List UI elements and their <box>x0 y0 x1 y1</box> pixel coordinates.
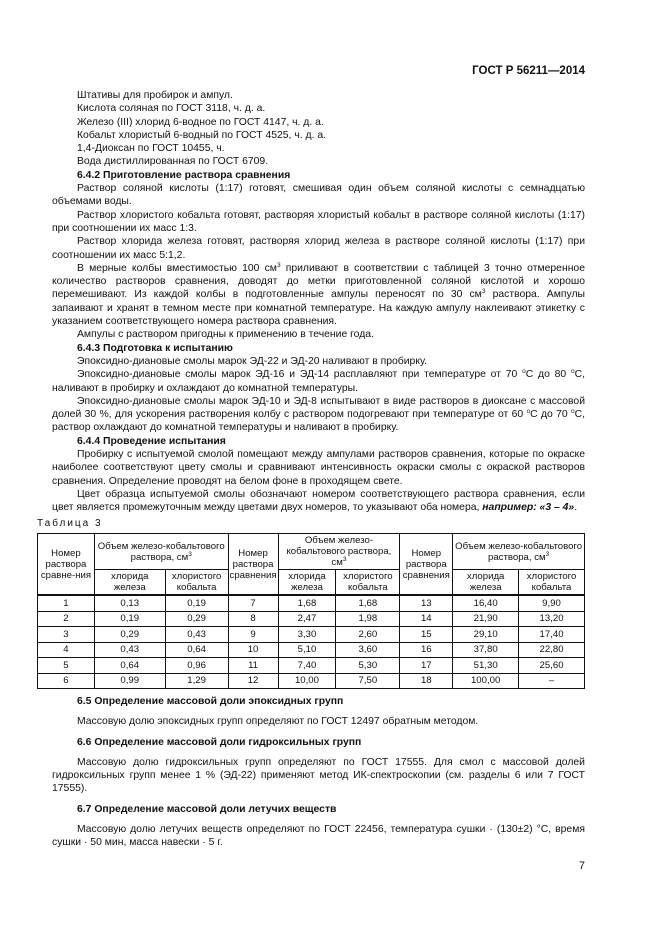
text: Объем железо-кобальтового раствора, см <box>97 540 225 563</box>
table-cell: 11 <box>228 658 278 674</box>
table-cell: 0,29 <box>94 627 165 643</box>
header-iron-chloride: хлорида железа <box>453 570 519 596</box>
table-cell: 12 <box>228 673 278 689</box>
sections-6-5-to-6-7 <box>52 695 585 857</box>
table-cell: 2,60 <box>336 627 400 643</box>
table-cell: 0,64 <box>94 658 165 674</box>
text: Объем железо-кобальтового раствора, см <box>286 535 392 568</box>
material-item: Кобальт хлористый 6-водный по ГОСТ 4525, ч. д. а. <box>77 129 327 141</box>
header-volume <box>453 534 585 570</box>
table-cell: 0,99 <box>94 673 165 689</box>
table-cell: 16 <box>400 642 453 658</box>
table-cell: 17 <box>400 658 453 674</box>
header-volume <box>94 534 228 570</box>
table-cell: 21,90 <box>453 611 519 627</box>
table-cell: 22,80 <box>519 642 585 658</box>
table-cell: 16,40 <box>453 595 519 611</box>
header-iron-chloride: хлорида железа <box>278 570 336 596</box>
table-cell: 0,64 <box>165 642 228 658</box>
table-cell: 18 <box>400 673 453 689</box>
table-row <box>38 658 585 674</box>
table-cell: 15 <box>400 627 453 643</box>
text: С, наливают в пробирку и охлаждают до комнатной температуры. <box>52 369 585 394</box>
text: . <box>574 502 578 514</box>
table-row <box>38 595 585 611</box>
section-heading: 6.7 Определение массовой доли летучих веществ <box>77 803 337 815</box>
text: Цвет образца испытуемой смолы обозначают номером соответствующего раствора сравнения, если цвет является промежуточным между цветами двух номеров, то указывают оба номера, <box>52 488 585 514</box>
example-text: например: «3 – 4» <box>482 502 575 514</box>
superscript: 3 <box>276 261 281 269</box>
superscript: 3 <box>188 550 192 558</box>
text: Объем железо-кобальтового раствора, см <box>455 540 583 563</box>
paragraph <box>52 262 585 328</box>
table-cell: 7,40 <box>278 658 336 674</box>
table-cell: 1 <box>38 595 95 611</box>
material-item: Штативы для пробирок и ампул. <box>77 90 233 101</box>
table-cell: 0,13 <box>94 595 165 611</box>
table-row <box>38 642 585 658</box>
header-cobalt-chloride: хлористого кобальта <box>336 570 400 596</box>
text: Эпоксидно-диановые смолы марок ЭД-10 и ЭД-8 испытывают в виде растворов в диоксане с массовой долей 30 %, для ускорения растворения колбу с раствором подогревают при температуре от 60 <box>52 395 585 421</box>
table-cell: 9 <box>228 627 278 643</box>
table-cell: 3,30 <box>278 627 336 643</box>
section-heading: 6.6 Определение массовой доли гидроксильных групп <box>77 736 362 748</box>
paragraph <box>52 395 585 435</box>
text: С до 80 <box>525 369 571 381</box>
section-heading: 6.4.3 Подготовка к испытанию <box>77 342 233 354</box>
table-cell: 7 <box>228 595 278 611</box>
degree: o <box>522 368 526 376</box>
document-header: ГОСТ Р 56211—2014 <box>472 65 585 77</box>
header-solution-number: Номер раствора сравнения <box>400 534 453 596</box>
table-cell: 37,80 <box>453 642 519 658</box>
degree: o <box>570 368 575 376</box>
table-cell: 29,10 <box>453 627 519 643</box>
table-cell: 3,60 <box>336 642 400 658</box>
table-cell: 1,68 <box>336 595 400 611</box>
header-iron-chloride: хлорида железа <box>94 570 165 596</box>
table-cell: 9,90 <box>519 595 585 611</box>
section-heading: 6.5 Определение массовой доли эпоксидных групп <box>77 696 344 707</box>
page-number: 7 <box>578 860 585 872</box>
paragraph <box>52 368 585 395</box>
paragraph <box>52 488 585 515</box>
table-cell: 2 <box>38 611 95 627</box>
table-cell: 51,30 <box>453 658 519 674</box>
table-row <box>38 611 585 627</box>
header-cobalt-chloride: хлористого кобальта <box>519 570 585 596</box>
paragraph: Ампулы с раствором пригодны к применению в течение года. <box>77 329 374 341</box>
material-item: Вода дистиллированная по ГОСТ 6709. <box>77 156 269 168</box>
table-cell: 5,10 <box>278 642 336 658</box>
header-cobalt-chloride: хлористого кобальта <box>165 570 228 596</box>
material-item: Кислота соляная по ГОСТ 3118, ч. д. а. <box>77 103 266 115</box>
table-cell: 17,40 <box>519 627 585 643</box>
table-cell: 14 <box>400 611 453 627</box>
superscript: 3 <box>342 556 347 563</box>
table-row <box>38 627 585 643</box>
paragraph: Раствор соляной кислоты (1:17) готовят, смешивая один объем соляной кислоты с семнадцатью объемами воды. <box>52 183 585 208</box>
table-cell: 100,00 <box>453 673 519 689</box>
table-cell: 1,98 <box>336 611 400 627</box>
table-cell: – <box>519 673 585 689</box>
header-volume <box>278 534 400 570</box>
material-item: Железо (III) хлорид 6-водное по ГОСТ 4147, ч. д. а. <box>77 116 324 128</box>
table-caption: Таблица 3 <box>37 518 103 529</box>
paragraph: Массовую долю гидроксильных групп определяют по ГОСТ 17555. Для смол с массовой долей гидроксильных групп менее 1 % (ЭД-22) применяют метод ИК-спектроскопии (см. разделы 6 или 7 ГОСТ 17555). <box>52 756 585 795</box>
text: приливают в соответствии с таблицей 3 точно отмеренное количество растворов сравнения, доводят до метки приготовленной соляной кислотой и хорошо перемешивают. Из каждой колбы в подготовленные ампулы переносят по 30 см <box>52 262 585 301</box>
table-cell: 0,19 <box>165 595 228 611</box>
table-cell: 25,60 <box>519 658 585 674</box>
table-cell: 0,29 <box>165 611 228 627</box>
table-row <box>38 673 585 689</box>
superscript: 3 <box>481 288 486 296</box>
text: раствора. Ампулы запаивают и хранят в темном месте при комнатной температуре. На каждую ампулу наклеивают этикетку с указанием соответствующего номера раствора сравнения. <box>52 289 585 328</box>
table-cell: 10 <box>228 642 278 658</box>
header-solution-number: Номер раствора сравне-ния <box>38 534 95 596</box>
table-cell: 13,20 <box>519 611 585 627</box>
superscript: 3 <box>545 550 550 558</box>
table-cell: 1,29 <box>165 673 228 689</box>
paragraph: Пробирку с испытуемой смолой помещают между ампулами растворов сравнения, которые по окраске наиболее соответствуют цвету смолы и сравнивают интенсивность окраски смолы с окраской растворов сравнения. Определение проводят на белом фоне в проходящем свете. <box>52 449 585 487</box>
header-solution-number: Номер раствора сравнения <box>228 534 278 596</box>
degree: o <box>570 408 575 416</box>
section-6-4 <box>52 89 585 515</box>
table-cell: 6 <box>38 673 95 689</box>
table-cell: 8 <box>228 611 278 627</box>
paragraph: Эпоксидно-диановые смолы марок ЭД-22 и ЭД-20 наливают в пробирку. <box>77 355 428 367</box>
paragraph: Раствор хлорида железа готовят, растворяя хлорид железа в растворе соляной кислоты (1:17) при соотношении их масс 5:1,2. <box>52 236 585 261</box>
text: Эпоксидно-диановые смолы марок ЭД-16 и ЭД-14 расплавляют при температуре от 70 <box>77 369 523 381</box>
table-3 <box>37 533 585 689</box>
section-heading: 6.4.4 Проведение испытания <box>77 435 226 447</box>
table-cell: 0,96 <box>165 658 228 674</box>
table-cell: 7,50 <box>336 673 400 689</box>
paragraph: Массовую долю летучих веществ определяют по ГОСТ 22456, температура сушки · (130±2) °С, время сушки · 50 мин, масса навески · 5 г. <box>52 824 585 849</box>
table-cell: 1,68 <box>278 595 336 611</box>
table-cell: 4 <box>38 642 95 658</box>
table-cell: 0,43 <box>94 642 165 658</box>
table-cell: 13 <box>400 595 453 611</box>
table-cell: 10,00 <box>278 673 336 689</box>
table-cell: 5,30 <box>336 658 400 674</box>
table-body <box>38 595 585 689</box>
table-cell: 2,47 <box>278 611 336 627</box>
paragraph: Массовую долю эпоксидных групп определяют по ГОСТ 12497 обратным методом. <box>77 716 479 728</box>
text: С, раствор охлаждают до комнатной температуры и наливают в пробирку. <box>52 409 585 434</box>
section-heading: 6.4.2 Приготовление раствора сравнения <box>77 169 291 181</box>
table-cell: 5 <box>38 658 95 674</box>
material-item: 1,4-Диоксан по ГОСТ 10455, ч. <box>77 143 225 155</box>
paragraph: Раствор хлористого кобальта готовят, растворяя хлористый кобальт в растворе соляной кислоты (1:17) при соотношении их масс 1:3. <box>52 209 585 234</box>
text: С до 70 <box>530 409 571 421</box>
degree: o <box>526 408 531 416</box>
table-cell: 0,43 <box>165 627 228 643</box>
table-cell: 0,19 <box>94 611 165 627</box>
text: В мерные колбы вместимостью 100 см <box>77 262 277 274</box>
table-cell: 3 <box>38 627 95 643</box>
